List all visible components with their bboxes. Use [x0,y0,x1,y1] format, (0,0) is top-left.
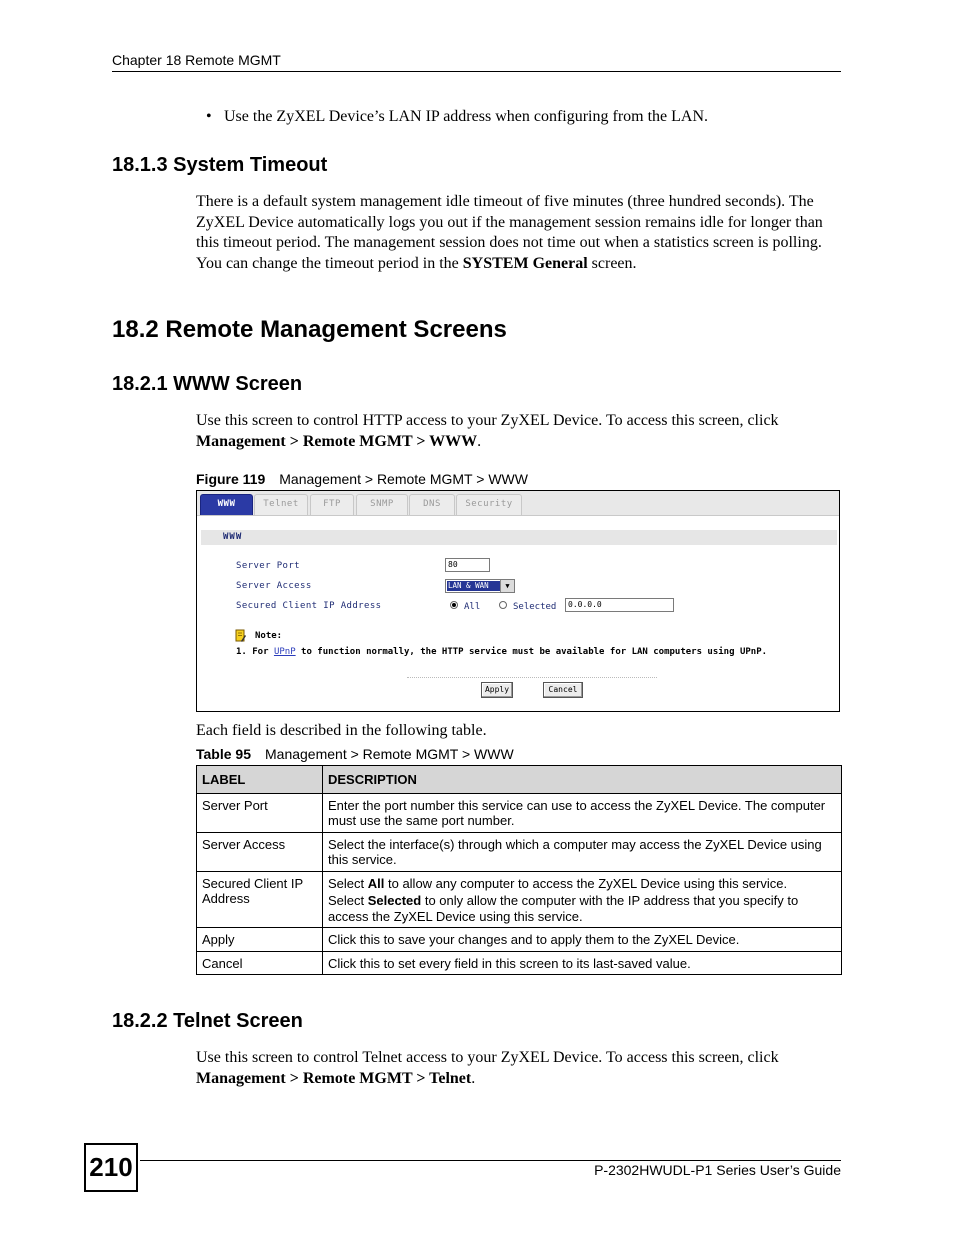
row-label: Server Port [197,793,323,832]
heading-telnet-screen: 18.2.2 Telnet Screen [112,1010,303,1032]
note-text [236,647,767,657]
row-description: Enter the port number this service can use to access the ZyXEL Device. The computer must use the same port number. [323,793,842,832]
table-row [197,793,842,832]
bullet-text: Use the ZyXEL Device’s LAN IP address when configuring from the LAN. [224,108,709,125]
row-description [323,871,842,928]
cancel-button[interactable]: Cancel [543,682,583,698]
desc-text: to allow any computer to access the ZyXEL Device using this service. [384,875,788,891]
www-text-bold: Management > Remote MGMT > WWW [196,432,478,450]
bullet-dot: • [206,108,212,125]
section-band [201,530,837,545]
ip-address-input[interactable]: 0.0.0.0 [565,598,674,612]
desc-text: to only allow the computer with the IP address that you specify to access the ZyXEL Device using this service. [328,893,799,924]
server-access-select[interactable] [445,579,515,593]
header-rule [112,71,841,72]
table-title: Management > Remote MGMT > WWW [265,746,514,762]
www-text-a: Use this screen to control HTTP access to your ZyXEL Device. To access this screen, click [196,412,779,429]
chevron-down-icon[interactable]: ▼ [500,580,514,592]
table-label: Table 95 [196,746,251,762]
table-row [197,951,842,975]
header-label: LABEL [197,766,323,794]
tab-bar [197,491,839,516]
header-description: DESCRIPTION [323,766,842,794]
note-title: Note: [255,631,283,641]
telnet-text-bold: Management > Remote MGMT > Telnet [196,1069,472,1087]
system-timeout-paragraph [196,192,841,274]
secured-client-ip-label: Secured Client IP Address [236,601,382,611]
row-description-line-1 [328,876,836,892]
table-intro: Each field is described in the following table. [196,722,487,739]
table-caption [196,746,514,762]
telnet-text-b: . [471,1069,476,1087]
tab-www[interactable]: WWW [200,494,253,515]
row-label: Secured Client IP Address [197,871,323,928]
figure-label: Figure 119 [196,471,266,487]
system-timeout-text-bold: SYSTEM General [462,254,588,272]
note-prefix: 1. For [236,647,274,657]
section-label: WWW [223,532,243,542]
telnet-screen-paragraph [196,1048,841,1089]
tab-telnet[interactable]: Telnet [254,494,308,515]
system-timeout-text-a: There is a default system management idle timeout of five minutes (three hundred seconds). The ZyXEL Device automatically logs you out if the management session remains idle for longer than this timeout period. The management session does not time out when a statistics screen is polling. You can change the timeout period in the [196,193,823,272]
tab-dns[interactable]: DNS [409,494,455,515]
page-number: 210 [84,1143,138,1192]
table-row [197,871,842,928]
table-row [197,928,842,952]
row-label: Server Access [197,832,323,871]
row-description: Click this to save your changes and to apply them to the ZyXEL Device. [323,928,842,952]
table-row [197,832,842,871]
tab-security[interactable]: Security [456,494,522,515]
server-access-value: LAN & WAN [447,581,501,591]
telnet-text-a: Use this screen to control Telnet access to your ZyXEL Device. To access this screen, click [196,1049,779,1066]
radio-all[interactable] [450,601,458,609]
chapter-header: Chapter 18 Remote MGMT [112,52,281,68]
desc-bold: Selected [367,893,422,908]
www-screen-paragraph [196,411,841,452]
desc-text: Select [328,893,368,908]
heading-remote-management-screens: 18.2 Remote Management Screens [112,316,507,343]
separator-line [407,677,657,678]
footer-rule [140,1160,841,1161]
field-description-table [196,765,842,975]
bullet-item [206,108,708,126]
upnp-link[interactable]: UPnP [273,647,296,657]
tab-snmp[interactable]: SNMP [356,494,408,515]
radio-selected[interactable] [499,601,507,609]
desc-bold: All [367,875,385,891]
row-description: Select the interface(s) through which a computer may access the ZyXEL Device using this service. [323,832,842,871]
row-description-line-2 [328,893,836,924]
server-port-input[interactable]: 80 [445,558,490,572]
heading-system-timeout: 18.1.3 System Timeout [112,154,328,176]
row-label: Apply [197,928,323,952]
guide-title: P-2302HWUDL-P1 Series User’s Guide [594,1162,841,1178]
server-port-label: Server Port [236,561,301,571]
desc-text: Select [328,875,368,891]
row-description: Click this to set every field in this screen to its last-saved value. [323,951,842,975]
note-suffix: to function normally, the HTTP service must be available for LAN computers using UPnP. [295,647,768,657]
figure-title: Management > Remote MGMT > WWW [279,471,528,487]
www-screenshot [196,490,840,712]
heading-www-screen: 18.2.1 WWW Screen [112,373,303,395]
www-text-b: . [477,432,482,450]
tab-ftp[interactable]: FTP [310,494,354,515]
radio-all-label: All [464,602,481,612]
row-label: Cancel [197,951,323,975]
note-icon [235,629,246,642]
server-access-label: Server Access [236,581,312,591]
table-header-row [197,766,842,794]
system-timeout-text-b: screen. [587,254,637,272]
figure-caption [196,471,528,487]
radio-selected-label: Selected [513,602,557,612]
apply-button[interactable]: Apply [481,682,513,698]
